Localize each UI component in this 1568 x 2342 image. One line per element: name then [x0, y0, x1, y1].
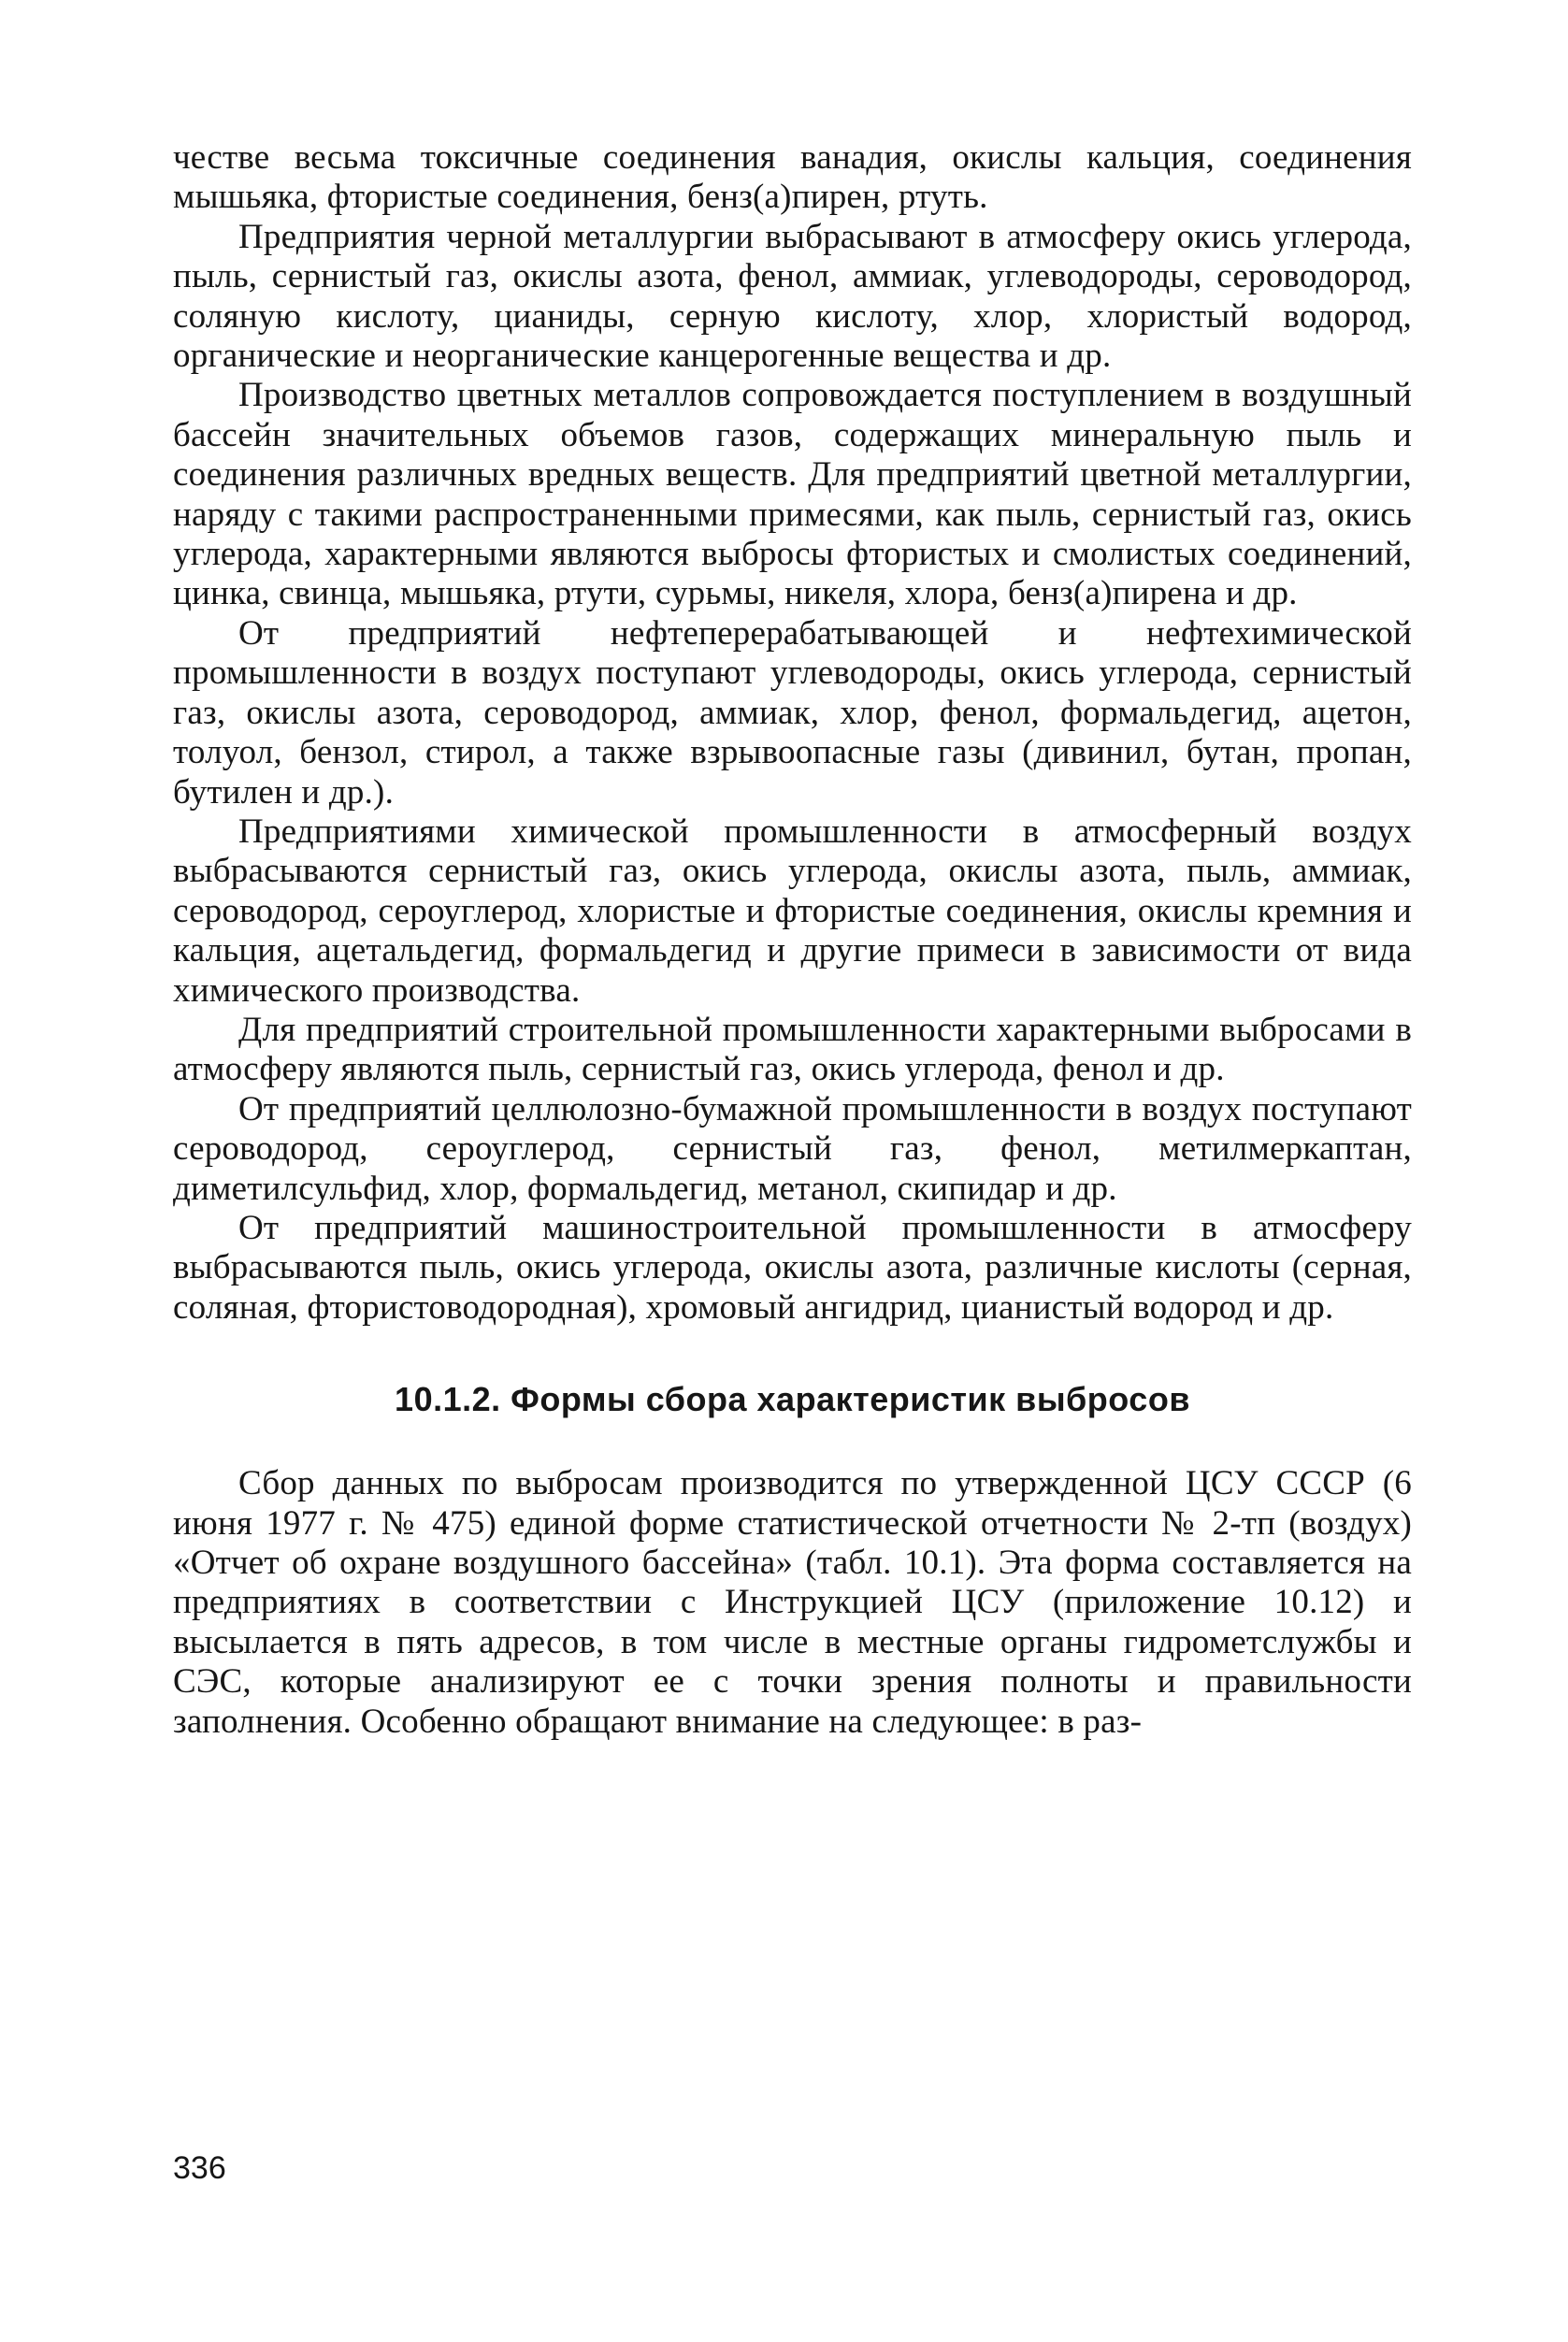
- paragraph-pulp-paper: От предприятий целлюлозно-бумажной промышленности в воздух поступают сероводород, сероуглерод, сернистый газ, фенол, метилмеркаптан, диметилсульфид, хлор, формальдегид, метанол, скипидар и др.: [173, 1089, 1412, 1208]
- page-body: [173, 138, 1412, 1742]
- section-heading: 10.1.2. Формы сбора характеристик выбросов: [395, 1380, 1190, 1419]
- paragraph-nonferrous-metals: Производство цветных металлов сопровождается поступлением в воздушный бассейн значительных объемов газов, содержащих минеральную пыль и соединения различных вредных веществ. Для предприятий цветной металлургии, наряду с такими распространенными примесями, как пыль, сернистый газ, окись углерода, характерными являются выбросы фтористых и смолистых соединений, цинка, свинца, мышьяка, ртути, сурьмы, никеля, хлора, бенз(а)пирена и др.: [173, 376, 1412, 613]
- paragraph-continuation: честве весьма токсичные соединения ванадия, окислы кальция, соединения мышьяка, фтористые соединения, бенз(а)пирен, ртуть.: [173, 138, 1412, 217]
- paragraph-ferrous-metallurgy: Предприятия черной металлургии выбрасывают в атмосферу окись углерода, пыль, сернистый газ, окислы азота, фенол, аммиак, углеводороды, сероводород, соляную кислоту, цианиды, серную кислоту, хлор, хлористый водород, органические и неорганические канцерогенные вещества и др.: [173, 217, 1412, 376]
- page-number: 336: [173, 2150, 226, 2186]
- paragraph-oil-refining: От предприятий нефтеперерабатывающей и нефтехимической промышленности в воздух поступают углеводороды, окись углерода, сернистый газ, окислы азота, сероводород, аммиак, хлор, фенол, формальдегид, ацетон, толуол, бензол, стирол, а также взрывоопасные газы (дивинил, бутан, пропан, бутилен и др.).: [173, 613, 1412, 812]
- paragraph-construction-industry: Для предприятий строительной промышленности характерными выбросами в атмосферу являются пыль, сернистый газ, окись углерода, фенол и др.: [173, 1010, 1412, 1089]
- paragraph-data-collection: Сбор данных по выбросам производится по утвержденной ЦСУ СССР (6 июня 1977 г. № 475) единой форме статистической отчетности № 2-тп (воздух) «Отчет об охране воздушного бассейна» (табл. 10.1). Эта форма составляется на предприятиях в соответствии с Инструкцией ЦСУ (приложение 10.12) и высылается в пять адресов, в том числе в местные органы гидрометслужбы и СЭС, которые анализируют ее с точки зрения полноты и правильности заполнения. Особенно обращают внимание на следующее: в раз-: [173, 1464, 1412, 1741]
- paragraph-machine-building: От предприятий машиностроительной промышленности в атмосферу выбрасываются пыль, окись углерода, окислы азота, различные кислоты (серная, соляная, фтористоводородная), хромовый ангидрид, цианистый водород и др.: [173, 1208, 1412, 1327]
- paragraph-chemical-industry: Предприятиями химической промышленности в атмосферный воздух выбрасываются сернистый газ, окись углерода, окислы азота, пыль, аммиак, сероводород, сероуглерод, хлористые и фтористые соединения, окислы кремния и кальция, ацетальдегид, формальдегид и другие примеси в зависимости от вида химического производства.: [173, 812, 1412, 1010]
